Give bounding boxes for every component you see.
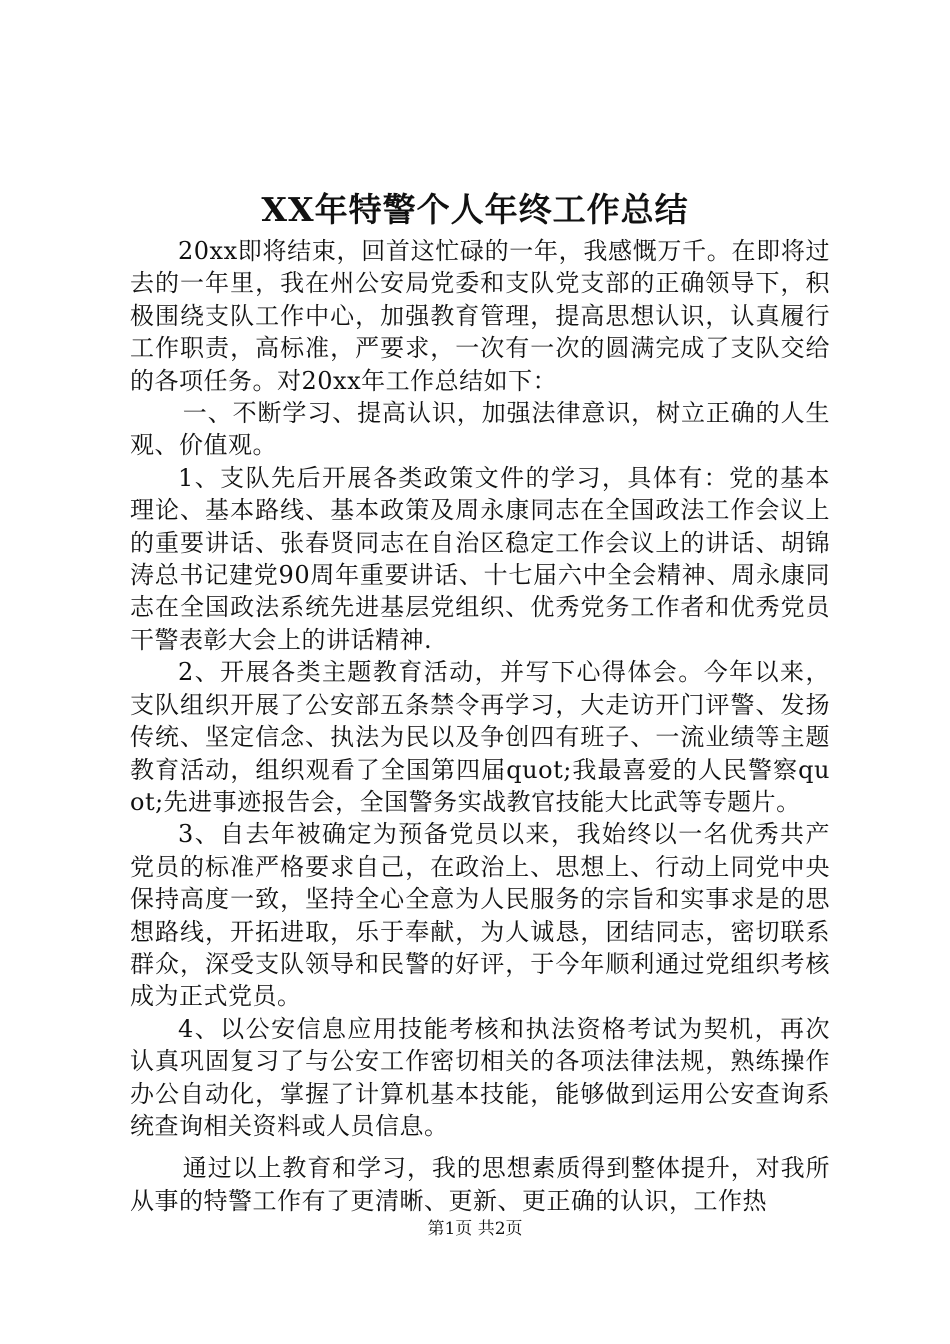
paragraph-section-heading: 一、不断学习、提高认识，加强法律意识，树立正确的人生观、价值观。 — [130, 399, 830, 460]
document-title: XX年特警个人年终工作总结 — [261, 190, 689, 229]
document-body — [130, 235, 830, 1217]
paragraph-intro: 20xx即将结束，回首这忙碌的一年，我感慨万千。在即将过去的一年里，我在州公安局党委和支队党支部的正确领导下，积极围绕支队工作中心，加强教育管理，提高思想认识，认真履行工作职责，高标准，严要求，一次有一次的圆满完成了支队交给的各项任务。对20xx年工作总结如下： — [130, 237, 830, 395]
paragraph-item-4: 4、以公安信息应用技能考核和执法资格考试为契机，再次认真巩固复习了与公安工作密切相关的各项法律法规，熟练操作办公自动化，掌握了计算机基本技能，能够做到运用公安查询系统查询相关资料或人员信息。 — [130, 1014, 830, 1140]
paragraph-item-2: 2、开展各类主题教育活动，并写下心得体会。今年以来，支队组织开展了公安部五条禁令再学习，大走访开门评警、发扬传统、坚定信念、执法为民以及争创四有班子、一流业绩等主题教育活动，组织观看了全国第四届quot;我最喜爱的人民警察quot;先进事迹报告会，全国警务实战教官技能大比武等专题片。 — [130, 658, 830, 816]
paragraph-item-3: 3、自去年被确定为预备党员以来，我始终以一名优秀共产党员的标准严格要求自己，在政治上、思想上、行动上同党中央保持高度一致，坚持全心全意为人民服务的宗旨和实事求是的思想路线，开拓进取，乐于奉献，为人诚恳，团结同志，密切联系群众，深受支队领导和民警的好评，于今年顺利通过党组织考核成为正式党员。 — [130, 820, 830, 1011]
paragraph-conclusion: 通过以上教育和学习，我的思想素质得到整体提升，对我所从事的特警工作有了更清晰、更新、更正确的认识，工作热 — [130, 1154, 830, 1215]
page-number-footer: 第1页 共2页 — [427, 1219, 523, 1239]
paragraph-item-1: 1、支队先后开展各类政策文件的学习，具体有：党的基本理论、基本路线、基本政策及周永康同志在全国政法工作会议上的重要讲话、张春贤同志在自治区稳定工作会议上的讲话、胡锦涛总书记建党90周年重要讲话、十七届六中全会精神、周永康同志在全国政法系统先进基层党组织、优秀党务工作者和优秀党员干警表彰大会上的讲话精神. — [130, 463, 830, 654]
